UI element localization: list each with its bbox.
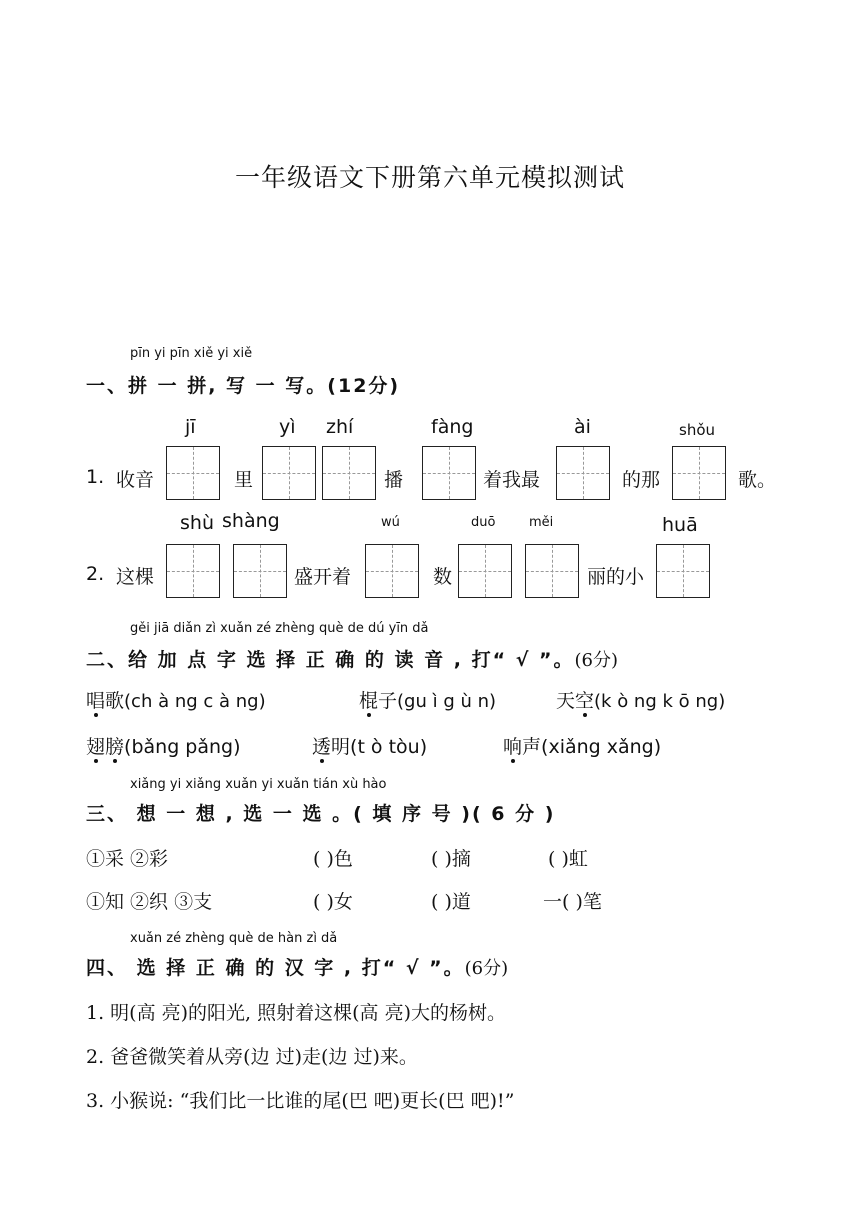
q1-text-6: 歌。 bbox=[738, 469, 777, 491]
q1-text-2: 里 bbox=[234, 469, 254, 491]
q1-pinyin-1: jī bbox=[185, 416, 196, 438]
s3-row2-blank-a[interactable]: ( )女 bbox=[313, 891, 353, 913]
q1-box-6[interactable] bbox=[672, 446, 726, 500]
q1-box-1[interactable] bbox=[166, 446, 220, 500]
s2-r2-i2-word-dotted: 透 bbox=[312, 732, 331, 759]
page-title: 一年级语文下册第六单元模拟测试 bbox=[234, 163, 625, 192]
q1-text-1: 收音 bbox=[116, 469, 155, 491]
q1-box-3[interactable] bbox=[322, 446, 376, 500]
q2-box-6[interactable] bbox=[656, 544, 710, 598]
section4-heading-text: 四、 选 择 正 确 的 汉 字 , 打“ √ ”。 bbox=[86, 957, 465, 979]
q1-box-4[interactable] bbox=[422, 446, 476, 500]
s2-r2-i2-word: 明 bbox=[331, 736, 351, 758]
section3-heading: 三、 想 一 想 , 选 一 选 。( 填 序 号 )( 6 分 ) bbox=[86, 803, 556, 825]
s2-row1-item1[interactable] bbox=[86, 686, 266, 713]
s4-item-1[interactable]: 1. 明(高 亮)的阳光, 照射着这棵(高 亮)大的杨树。 bbox=[86, 1002, 506, 1024]
s2-r1-i2-options: (gu ì g ù n) bbox=[397, 691, 497, 712]
q2-box-1[interactable] bbox=[166, 544, 220, 598]
q2-pinyin-5: měi bbox=[529, 515, 554, 530]
section4-heading bbox=[86, 953, 508, 980]
s2-r1-i2-word-dotted: 棍 bbox=[359, 686, 378, 713]
s2-row1-item2[interactable] bbox=[359, 686, 496, 713]
s4-item-3[interactable]: 3. 小猴说: “我们比一比谁的尾(巴 吧)更长(巴 吧)!” bbox=[86, 1090, 515, 1112]
q1-pinyin-5: ài bbox=[574, 416, 591, 438]
s3-row1-options: ①采 ②彩 bbox=[86, 848, 169, 870]
section3-pinyin: xiǎng yi xiǎng xuǎn yi xuǎn tián xù hào bbox=[130, 777, 387, 792]
q2-pinyin-2: shàng bbox=[222, 510, 280, 532]
s2-r2-i1-word-dotted-1: 翅 bbox=[86, 732, 105, 759]
section2-pinyin: gěi jiā diǎn zì xuǎn zé zhèng què de dú yīn dǎ bbox=[130, 621, 429, 636]
section2-score: (6分) bbox=[574, 650, 618, 671]
q1-box-2[interactable] bbox=[262, 446, 316, 500]
q2-text-3: 数 bbox=[433, 566, 453, 588]
q2-box-2[interactable] bbox=[233, 544, 287, 598]
s2-r2-i1-options: (bǎng pǎng) bbox=[124, 736, 241, 758]
q2-text-2: 盛开着 bbox=[294, 566, 352, 588]
s2-r2-i3-options: (xiǎng xǎng) bbox=[541, 736, 662, 758]
s3-row1-blank-c[interactable]: ( )虹 bbox=[548, 848, 588, 870]
section2-heading bbox=[86, 645, 618, 672]
s2-row1-item3[interactable] bbox=[556, 686, 725, 713]
s2-r2-i3-word-dotted: 响 bbox=[503, 732, 522, 759]
q1-pinyin-2: yì bbox=[279, 416, 296, 438]
q2-text-1: 这棵 bbox=[116, 566, 155, 588]
s2-r2-i1-word-dotted-2: 膀 bbox=[105, 732, 124, 759]
s2-r1-i3-word-dotted: 空 bbox=[575, 686, 594, 713]
s2-r1-i3-word: 天 bbox=[556, 690, 576, 712]
s3-row1-blank-a[interactable]: ( )色 bbox=[313, 848, 353, 870]
s3-row2-blank-b[interactable]: ( )道 bbox=[431, 891, 471, 913]
s2-row2-item1[interactable] bbox=[86, 732, 241, 759]
s2-r2-i2-options: (t ò tòu) bbox=[350, 736, 428, 758]
s3-row2-options: ①知 ②织 ③支 bbox=[86, 891, 213, 913]
q1-text-3: 播 bbox=[384, 469, 404, 491]
q2-box-3[interactable] bbox=[365, 544, 419, 598]
q2-text-4: 丽的小 bbox=[587, 566, 645, 588]
s2-r1-i1-word-dotted: 唱 bbox=[86, 686, 105, 713]
section4-pinyin: xuǎn zé zhèng què de hàn zì dǎ bbox=[130, 931, 338, 946]
q1-pinyin-6: shǒu bbox=[679, 421, 716, 439]
q1-text-5: 的那 bbox=[622, 469, 661, 491]
q1-box-5[interactable] bbox=[556, 446, 610, 500]
q2-pinyin-4: duō bbox=[471, 515, 496, 530]
q2-box-4[interactable] bbox=[458, 544, 512, 598]
s2-r1-i2-word: 子 bbox=[378, 690, 398, 712]
s3-row2-blank-c[interactable]: 一( )笔 bbox=[543, 891, 602, 913]
s4-item-2[interactable]: 2. 爸爸微笑着从旁(边 过)走(边 过)来。 bbox=[86, 1046, 418, 1068]
q2-box-5[interactable] bbox=[525, 544, 579, 598]
s3-row1-blank-b[interactable]: ( )摘 bbox=[431, 848, 471, 870]
q2-pinyin-6: huā bbox=[662, 514, 698, 536]
q1-pinyin-3: zhí bbox=[326, 416, 354, 438]
s2-r1-i3-options: (k ò ng k ō ng) bbox=[594, 691, 726, 712]
q2-number: 2. bbox=[86, 563, 105, 585]
section1-heading: 一、拼 一 拼, 写 一 写。(12分) bbox=[86, 375, 401, 397]
s2-r1-i1-word: 歌 bbox=[105, 690, 125, 712]
q2-pinyin-3: wú bbox=[381, 515, 400, 530]
q1-text-4: 着我最 bbox=[483, 469, 541, 491]
section2-heading-text: 二、给 加 点 字 选 择 正 确 的 读 音 , 打“ √ ”。 bbox=[86, 649, 575, 671]
s2-r2-i3-word: 声 bbox=[522, 736, 542, 758]
section1-pinyin: pīn yi pīn xiě yi xiě bbox=[130, 346, 253, 361]
s2-row2-item3[interactable] bbox=[503, 732, 661, 759]
q1-number: 1. bbox=[86, 466, 105, 488]
s2-row2-item2[interactable] bbox=[312, 732, 427, 759]
q2-pinyin-1: shù bbox=[180, 512, 214, 534]
q1-pinyin-4: fàng bbox=[431, 416, 474, 438]
section4-score: (6分) bbox=[464, 958, 509, 979]
s2-r1-i1-options: (ch à ng c à ng) bbox=[124, 691, 266, 712]
